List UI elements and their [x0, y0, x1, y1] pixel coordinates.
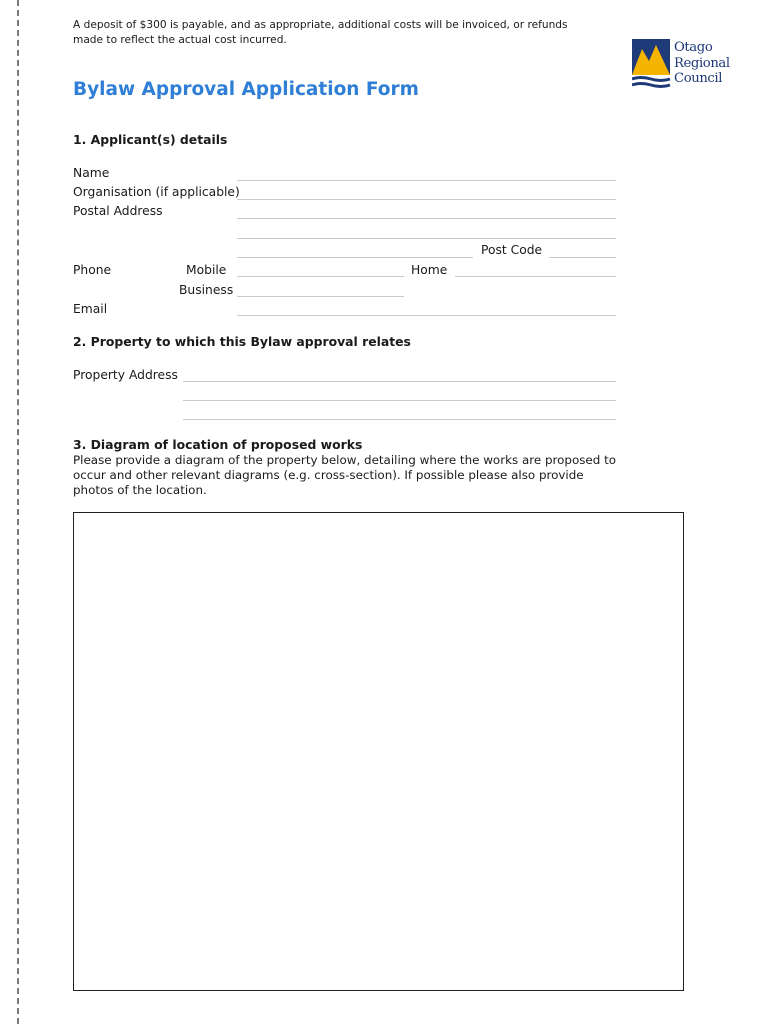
organisation-label: Organisation (if applicable) [73, 185, 240, 199]
post-code-field[interactable] [549, 257, 616, 258]
deposit-notice: A deposit of $300 is payable, and as appropriate, additional costs will be invoiced, or refunds made to reflect the actual cost incurred. [73, 19, 568, 46]
section3-heading: 3. Diagram of location of proposed works [73, 437, 363, 452]
postal-address-field-line2[interactable] [237, 238, 616, 239]
name-label: Name [73, 166, 110, 180]
email-field[interactable] [237, 315, 616, 316]
home-field[interactable] [455, 276, 616, 277]
postal-address-label: Postal Address [73, 204, 163, 218]
postal-address-field-line3[interactable] [237, 257, 473, 258]
phone-label: Phone [73, 263, 112, 277]
logo-emblem-icon [632, 39, 672, 89]
property-address-field-line1[interactable] [183, 381, 616, 382]
diagram-drawing-area[interactable] [73, 512, 684, 991]
perforation-line [17, 0, 19, 1024]
post-code-label: Post Code [481, 243, 543, 257]
logo-line-otago: Otago [674, 40, 713, 55]
section1-heading: 1. Applicant(s) details [73, 132, 228, 147]
postal-address-field-line1[interactable] [237, 218, 616, 219]
form-title: Bylaw Approval Application Form [73, 79, 419, 100]
email-label: Email [73, 302, 108, 316]
logo-wordmark [674, 40, 730, 87]
property-address-label: Property Address [73, 368, 178, 382]
organisation-field[interactable] [237, 199, 616, 200]
home-label: Home [411, 263, 448, 277]
name-field[interactable] [237, 180, 616, 181]
business-label: Business [179, 283, 234, 297]
otago-regional-council-logo [632, 39, 737, 91]
property-address-field-line2[interactable] [183, 400, 616, 401]
logo-line-council: Council [674, 71, 723, 86]
diagram-instructions: Please provide a diagram of the property below, detailing where the works are proposed to occur and other relevant diagrams (e.g. cross-section). If possible please also provide photos of the location. [73, 453, 617, 497]
mobile-field[interactable] [237, 276, 404, 277]
section2-heading: 2. Property to which this Bylaw approval relates [73, 334, 411, 349]
business-field[interactable] [237, 296, 404, 297]
logo-line-regional: Regional [674, 55, 730, 71]
mobile-label: Mobile [186, 263, 227, 277]
property-address-field-line3[interactable] [183, 419, 616, 420]
